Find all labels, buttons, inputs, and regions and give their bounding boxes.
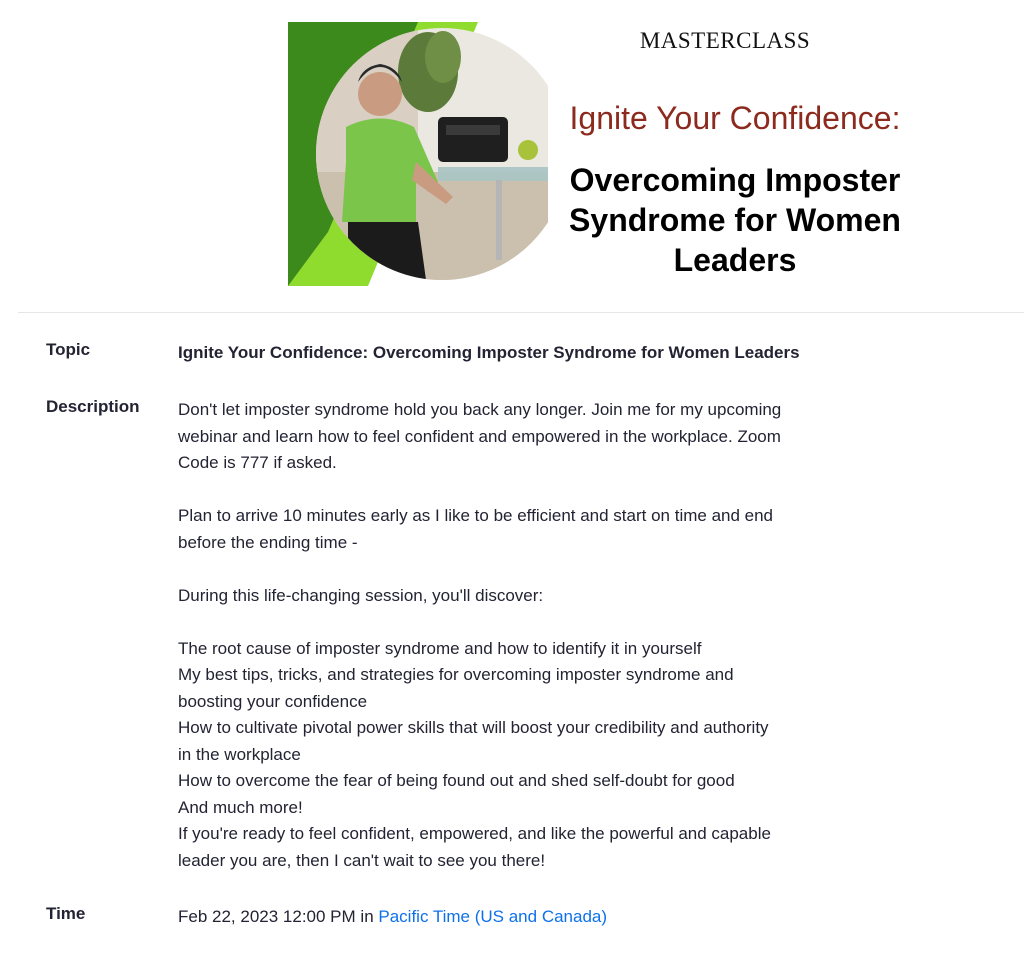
headline-line: Overcoming Imposter [569, 162, 901, 198]
description-line: Don't let imposter syndrome hold you back any longer. Join me for my upcoming [178, 400, 782, 419]
description-line: If you're ready to feel confident, empowered, and like the powerful and capable [178, 824, 771, 843]
topic-label: Topic [46, 340, 91, 359]
headline-line: Leaders [673, 242, 797, 278]
description-line: How to cultivate pivotal power skills that will boost your credibility and authority [178, 718, 769, 737]
description-line: in the workplace [178, 744, 301, 764]
time-connector: in [355, 907, 379, 926]
description-line [178, 477, 898, 504]
headline-main [548, 160, 922, 280]
time-value [178, 904, 898, 931]
section-divider [18, 312, 1024, 313]
description-line: leader you are, then I can't wait to see you there! [178, 850, 546, 870]
description-line: webinar and learn how to feel confident and empowered in the workplace. Zoom [178, 426, 781, 446]
description-line: And much more! [178, 797, 303, 817]
description-line: During this life-changing session, you'll discover: [178, 585, 544, 605]
headline-line: Syndrome for Women [569, 202, 901, 238]
description-line: boosting your confidence [178, 691, 368, 711]
description-line [178, 609, 898, 636]
description-line: Code is 777 if asked. [178, 453, 337, 472]
headline-accent: Ignite Your Confidence: [569, 100, 901, 136]
brand-logo-text: MASTERCLASS [639, 28, 811, 53]
description-line: Plan to arrive 10 minutes early as I like to be efficient and start on time and end [178, 506, 774, 525]
description-line: before the ending time - [178, 532, 358, 552]
time-label: Time [46, 904, 86, 923]
description-label: Description [46, 397, 140, 416]
description-line: My best tips, tricks, and strategies for overcoming imposter syndrome and [178, 665, 734, 684]
speaker-photo [288, 22, 548, 286]
description-line: How to overcome the fear of being found out and shed self-doubt for good [178, 771, 735, 790]
timezone-link[interactable]: Pacific Time (US and Canada) [378, 907, 608, 926]
description-line: The root cause of imposter syndrome and how to identify it in yourself [178, 638, 702, 658]
time-datetime: Feb 22, 2023 12:00 PM [178, 907, 356, 926]
description-line [178, 556, 898, 583]
description-value [178, 397, 898, 874]
webinar-banner [0, 0, 1024, 312]
topic-value: Ignite Your Confidence: Overcoming Imposter Syndrome for Women Leaders [178, 343, 800, 362]
